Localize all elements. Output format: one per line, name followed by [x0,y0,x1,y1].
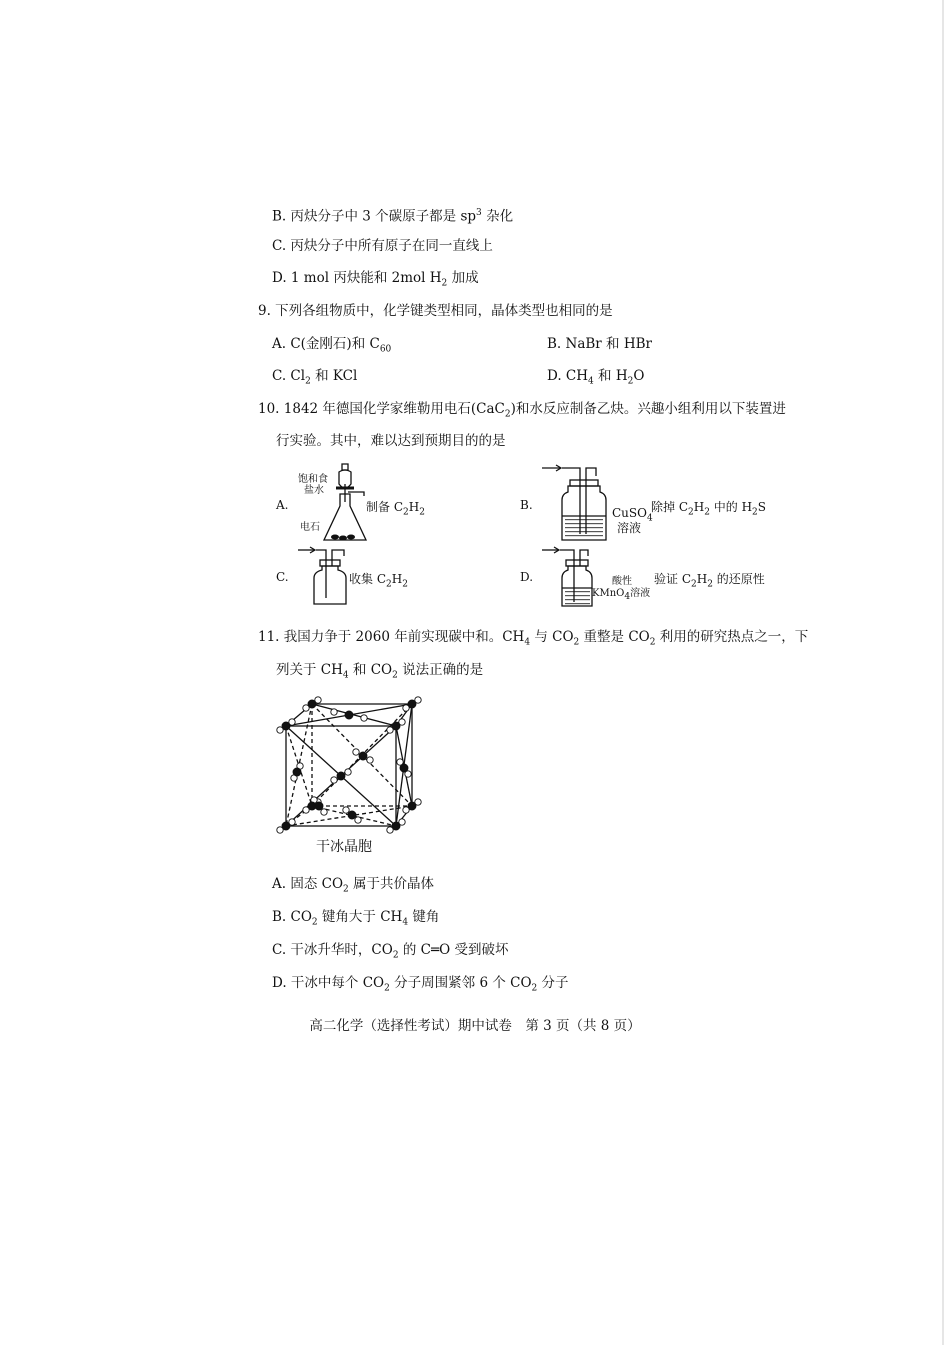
apparatus-d-solution-label-1: 酸性 [612,576,632,587]
apparatus-d-letter: D. [520,570,534,584]
apparatus-b-description: 除掉 $C_2H_2$ 中的 $H_2S$ [651,500,767,518]
q10-stem-line1: 10. 1842 年德国化学家维勒用电石(CaC$_2$)和水反应制备乙炔。兴趣小组利用以下装置进 [258,401,786,420]
q10-stem-line2: 行实验。其中，难以达到预期目的的是 [276,433,506,449]
figure-caption: 干冰晶胞 [316,839,372,855]
apparatus-c-description: 收集 $C_2H_2$ [349,572,408,590]
apparatus-b-solution-label: CuSO$_4$ [612,506,653,524]
page-footer: 高二化学（选择性考试）期中试卷 第 3 页（共 8 页） [309,1018,641,1034]
q11-option-b: B. $CO_2$ 键角大于 $CH_4$ 键角 [272,909,440,928]
apparatus-a-funnel-label-2: 盐水 [304,485,324,496]
q11-option-d: D. 干冰中每个 $CO_2$ 分子周围紧邻 6 个 $CO_2$ 分子 [272,975,569,994]
apparatus-a-funnel-label-1: 饱和食 [298,474,328,485]
apparatus-b-letter: B. [520,498,533,512]
apparatus-a-flask-diagram [320,462,370,546]
apparatus-b-solution-label-2: 溶液 [617,521,642,535]
q11-option-c: C. 干冰升华时，$CO_2$ 的 C═O 受到破坏 [272,942,509,961]
q11-option-a: A. 固态 $CO_2$ 属于共价晶体 [272,876,435,895]
apparatus-a-bottom-label: 电石 [300,522,320,533]
apparatus-c-letter: C. [276,570,289,584]
q9-option-c: C. $Cl_2$ 和 KCl [272,368,358,387]
page-edge [942,0,944,1345]
q8-option-d: D. 1 mol 丙炔能和 2mol $H_2$ 加成 [272,270,479,289]
q9-option-b: B. NaBr 和 HBr [547,336,652,352]
apparatus-d-solution-label-2: KMnO$_4$溶液 [592,588,651,602]
apparatus-c-collection-bottle [294,544,354,608]
q9-option-d: D. $CH_4$ 和 $H_2O$ [547,368,645,387]
q9-option-a: A. C(金刚石)和 $C_{60}$ [272,336,392,355]
q11-stem-line2: 列关于 $CH_4$ 和 $CO_2$ 说法正确的是 [276,662,484,681]
apparatus-d-description: 验证 $C_2H_2$ 的还原性 [654,572,765,590]
apparatus-a-description: 制备 $C_2H_2$ [366,500,425,518]
q8-option-c: C. 丙炔分子中所有原子在同一直线上 [272,238,493,254]
q9-stem: 9. 下列各组物质中，化学键类型相同，晶体类型也相同的是 [258,303,613,319]
q8-option-b: B. 丙炔分子中 3 个碳原子都是 $sp^3$ 杂化 [272,208,514,225]
apparatus-a-letter: A. [276,498,289,512]
apparatus-b-gas-washing-bottle [538,462,616,544]
dry-ice-unit-cell-diagram [272,694,432,840]
q11-stem-line1: 11. 我国力争于 2060 年前实现碳中和。$CH_4$ 与 $CO_2$ 重整是 $CO_2$ 利用的研究热点之一，下 [258,629,809,648]
